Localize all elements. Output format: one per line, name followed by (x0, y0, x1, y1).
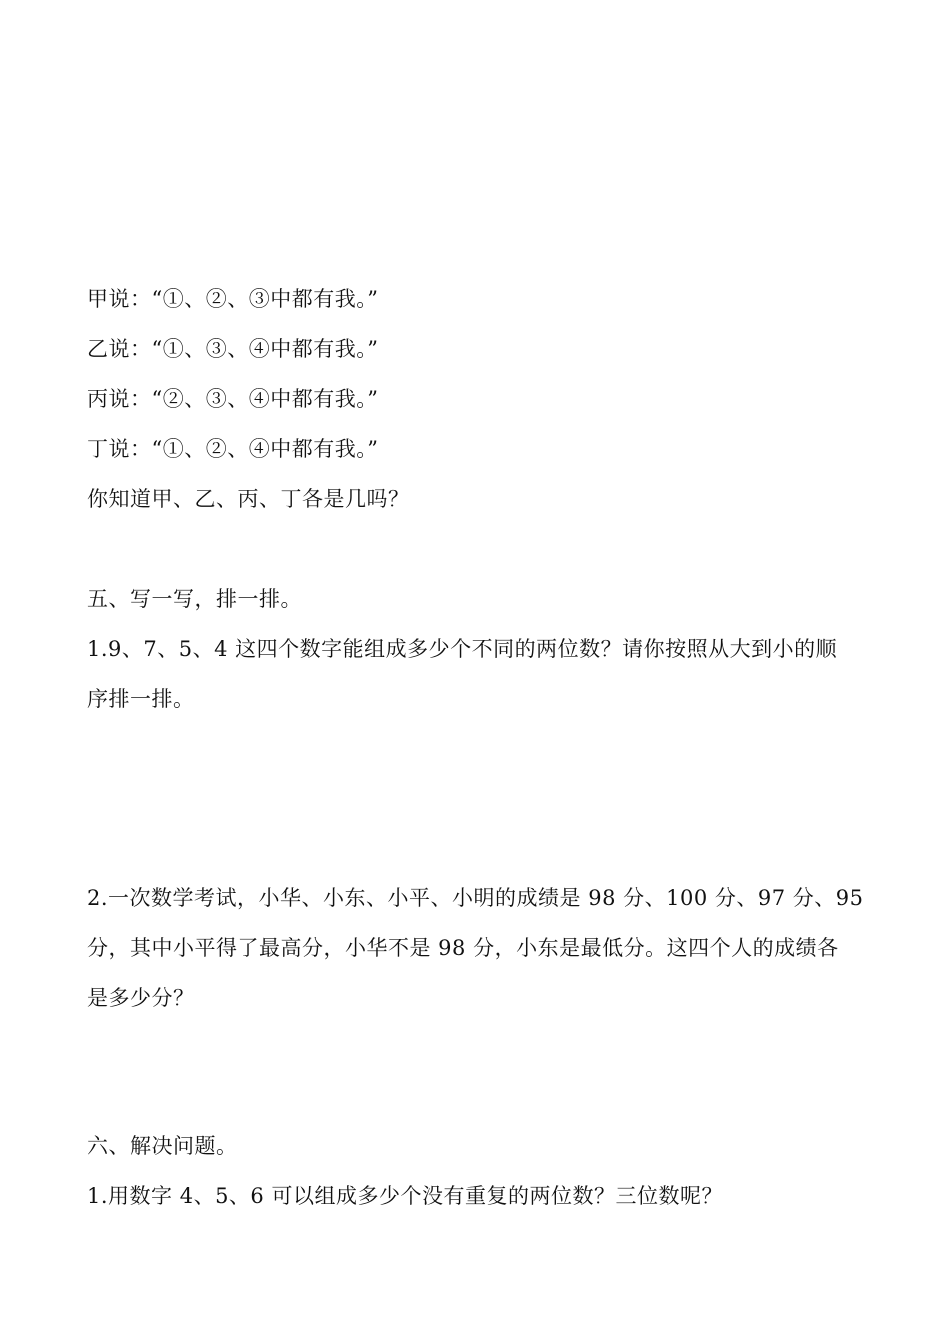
section-5-q1-line2: 序排一排。 (87, 687, 195, 711)
section-5-q2-line3: 是多少分？ (87, 986, 195, 1010)
section-5-heading: 五、写一写，排一排。 (87, 587, 302, 611)
section-5-q1-line1: 1.9、7、5、4 这四个数字能组成多少个不同的两位数？请你按照从大到小的顺 (87, 637, 838, 661)
statement-ding: 丁说：“①、②、④中都有我。” (87, 437, 379, 461)
section-6-heading: 六、解决问题。 (87, 1134, 238, 1158)
statement-jia: 甲说：“①、②、③中都有我。” (87, 287, 379, 311)
section-5-q2-line1: 2.一次数学考试，小华、小东、小平、小明的成绩是 98 分、100 分、97 分、95 (87, 886, 864, 910)
question-text: 你知道甲、乙、丙、丁各是几吗？ (87, 487, 410, 511)
statement-bing: 丙说：“②、③、④中都有我。” (87, 387, 379, 411)
statement-yi: 乙说：“①、③、④中都有我。” (87, 337, 379, 361)
section-5-q2-line2: 分，其中小平得了最高分，小华不是 98 分，小东是最低分。这四个人的成绩各 (87, 936, 839, 960)
section-6-q1: 1.用数字 4、5、6 可以组成多少个没有重复的两位数？三位数呢？ (87, 1184, 723, 1208)
